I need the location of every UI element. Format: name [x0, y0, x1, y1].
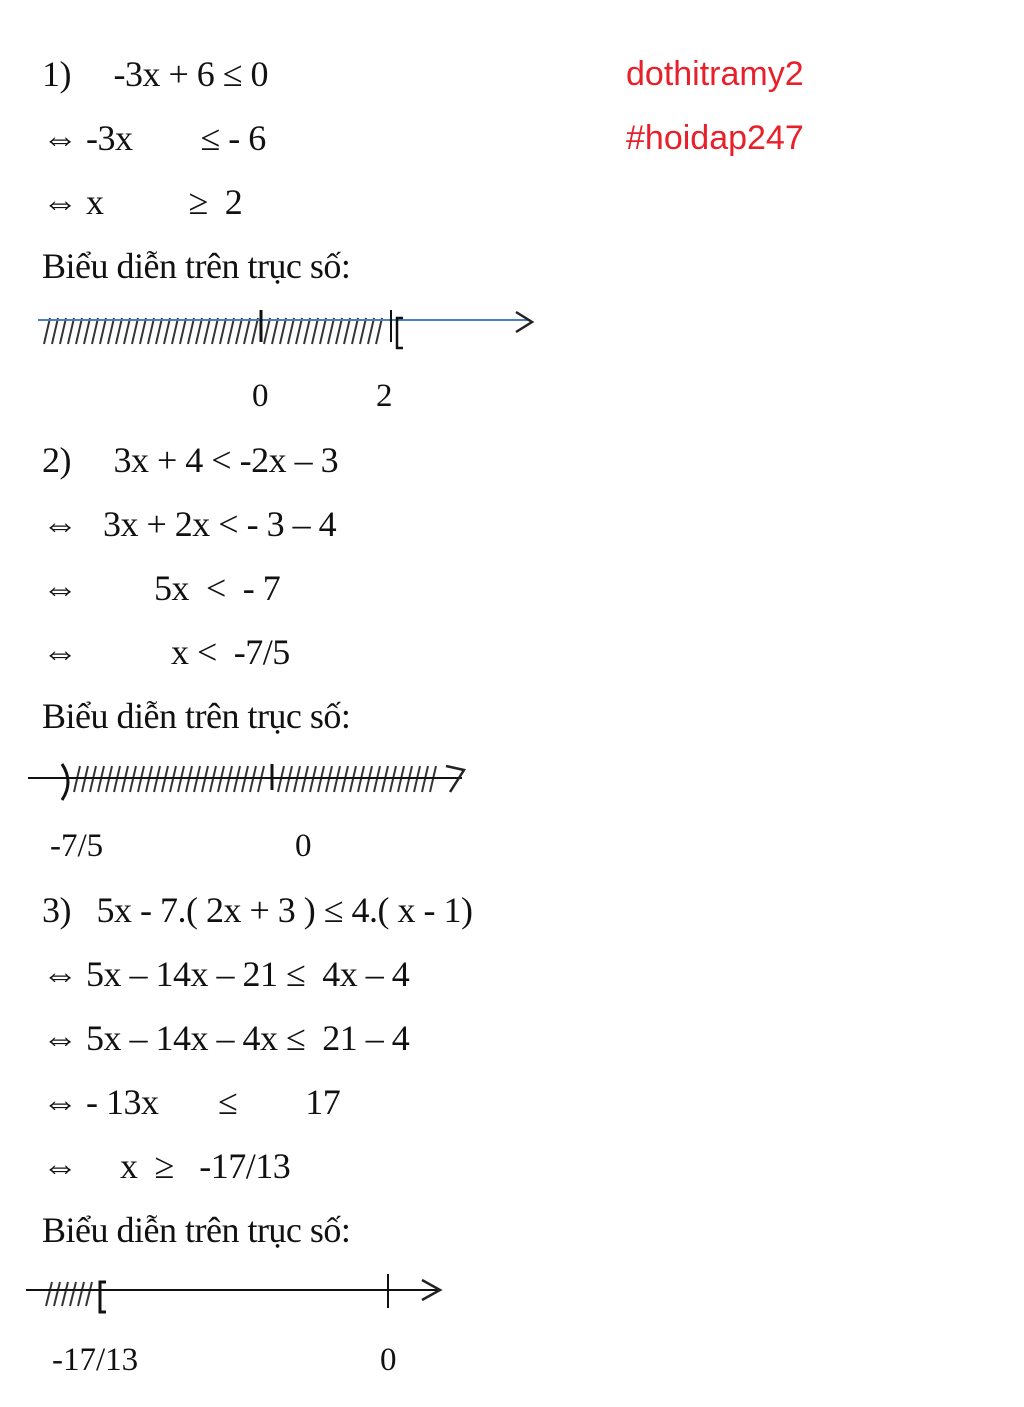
site-hashtag: #hoidap247 [626, 119, 804, 157]
number-line-2-arrow [446, 766, 464, 792]
number-line-3-arrow [422, 1280, 440, 1300]
number-line-2-hatching [74, 766, 436, 792]
problem-1-step: ⇔ x ≥ 2 [42, 182, 243, 222]
problem-1-step: ⇔ -3x ≤ - 6 [42, 118, 266, 158]
problem-3-statement: 3) 5x - 7.( 2x + 3 ) ≤ 4.( x - 1) [42, 890, 473, 930]
number-line-2-paren [62, 764, 68, 800]
number-line-3-hatching [46, 1282, 92, 1306]
author-username: dothitramy2 [626, 55, 804, 93]
problem-2-step: ⇔ 5x < - 7 [42, 568, 281, 608]
problem-2-step: ⇔ 3x + 2x < - 3 – 4 [42, 504, 337, 544]
number-line-1-bracket [397, 318, 403, 348]
problem-2-caption: Biểu diễn trên trục số: [42, 696, 351, 736]
number-line-1-arrow [516, 312, 532, 332]
number-line-3-bracket [100, 1282, 106, 1312]
number-line-2-label-0: 0 [295, 828, 312, 864]
problem-2-statement: 2) 3x + 4 < -2x – 3 [42, 440, 339, 480]
problem-2-step: ⇔ x < -7/5 [42, 632, 290, 672]
number-line-1-hatching [44, 318, 382, 344]
number-line-1-label-2: 2 [376, 378, 393, 414]
problem-3-step: ⇔ 5x – 14x – 21 ≤ 4x – 4 [42, 954, 410, 994]
number-line-2-label-neg75: -7/5 [50, 828, 104, 864]
number-line-3-label-neg1713: -17/13 [52, 1342, 139, 1378]
problem-3-step: ⇔ 5x – 14x – 4x ≤ 21 – 4 [42, 1018, 410, 1058]
number-line-1-label-0: 0 [252, 378, 269, 414]
problem-3-caption: Biểu diễn trên trục số: [42, 1210, 351, 1250]
number-line-3-label-0: 0 [380, 1342, 397, 1378]
problem-1-statement: 1) -3x + 6 ≤ 0 [42, 54, 269, 94]
problem-3-step: ⇔ - 13x ≤ 17 [42, 1082, 341, 1122]
problem-1-caption: Biểu diễn trên trục số: [42, 246, 351, 286]
problem-3-step: ⇔ x ≥ -17/13 [42, 1146, 291, 1186]
